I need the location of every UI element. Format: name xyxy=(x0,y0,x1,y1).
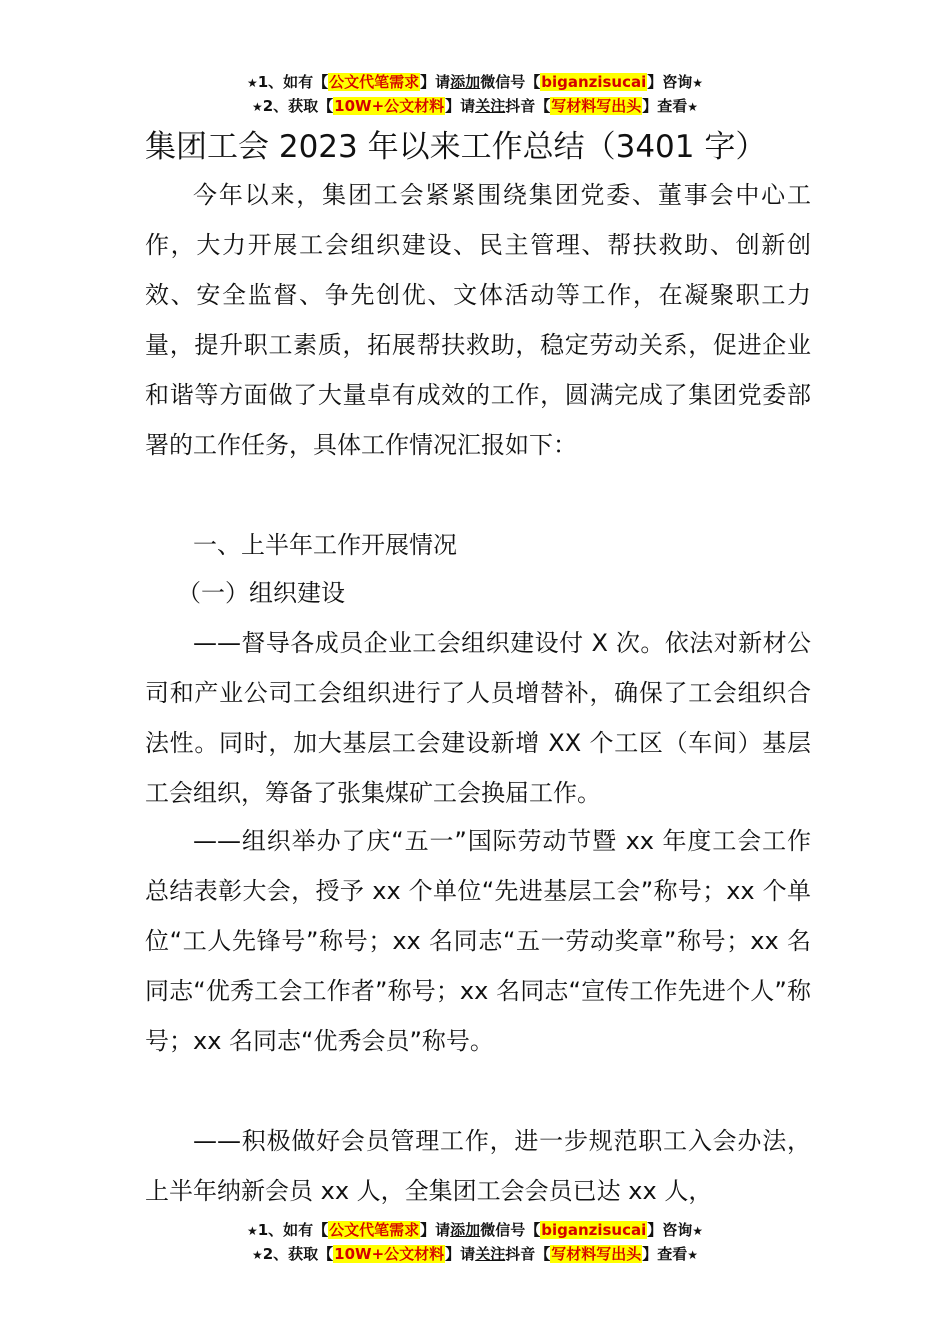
banner-highlight: 10W+公文材料 xyxy=(334,97,445,115)
star-icon: ★ xyxy=(687,1248,699,1262)
banner-text: 抖音【 xyxy=(505,1245,551,1263)
star-icon: ★ xyxy=(246,76,258,90)
body-paragraph: ——组织举办了庆“五一”国际劳动节暨 xx 年度工会工作总结表彰大会，授予 xx 个单位“先进基层工会”称号；xx 个单位“工人先锋号”称号；xx 名同志“五一劳动奖章”称号；xx 名同志“优秀工会工作者”称号；xx 名同志“宣传工作先进个人”称号；xx 名同志“优秀会员”称号。 xyxy=(145,827,811,1055)
banner-text: 】咨询 xyxy=(647,73,693,91)
star-icon: ★ xyxy=(692,76,704,90)
bottom-banner xyxy=(0,1218,950,1266)
banner-highlight: 公文代笔需求 xyxy=(329,73,420,91)
intro-paragraph: 今年以来，集团工会紧紧围绕集团党委、董事会中心工作，大力开展工会组织建设、民主管理、帮扶救助、创新创效、安全监督、争先创优、文体活动等工作，在凝聚职工力量，提升职工素质，拓展帮扶救助，稳定劳动关系，促进企业和谐等方面做了大量卓有成效的工作，圆满完成了集团党委部署的工作任务，具体工作情况汇报如下： xyxy=(145,181,811,459)
banner-text: 2、获取【 xyxy=(262,97,334,115)
star-icon: ★ xyxy=(251,100,263,114)
banner-text: 】咨询 xyxy=(647,1221,693,1239)
banner-highlight: 公文代笔需求 xyxy=(329,1221,420,1239)
banner-text: 】查看 xyxy=(642,1245,688,1263)
banner-highlight: biganzisucai xyxy=(541,1221,647,1239)
banner-highlight: biganzisucai xyxy=(541,73,647,91)
banner-line-2 xyxy=(0,94,950,118)
banner-underlined-text: 关注 xyxy=(475,97,506,115)
banner-underlined-text: 关注 xyxy=(475,1245,506,1263)
banner-text: 1、如有【 xyxy=(257,1221,329,1239)
banner-text: 微信号【 xyxy=(480,1221,541,1239)
banner-text: 1、如有【 xyxy=(257,73,329,91)
body-paragraph: ——督导各成员企业工会组织建设付 X 次。依法对新材公司和产业公司工会组织进行了人员增替补，确保了工会组织合法性。同时，加大基层工会建设新增 XX 个工区（车间）基层工会组织，筹备了张集煤矿工会换届工作。 xyxy=(145,629,811,807)
banner-underlined-text: 添加 xyxy=(450,73,481,91)
banner-text: 】请 xyxy=(445,97,476,115)
star-icon: ★ xyxy=(246,1224,258,1238)
banner-text: 】请 xyxy=(445,1245,476,1263)
banner-highlight: 10W+公文材料 xyxy=(334,1245,445,1263)
banner-underlined-text: 添加 xyxy=(450,1221,481,1239)
subsection-heading: （一）组织建设 xyxy=(177,579,345,607)
banner-text: 】查看 xyxy=(642,97,688,115)
banner-text: 微信号【 xyxy=(480,73,541,91)
banner-text: 抖音【 xyxy=(505,97,551,115)
banner-line-1 xyxy=(0,1218,950,1242)
top-banner xyxy=(0,70,950,118)
document-title: 集团工会 2023 年以来工作总结（3401 字） xyxy=(145,129,767,165)
body-paragraph: ——积极做好会员管理工作，进一步规范职工入会办法，上半年纳新会员 xx 人，全集团工会会员已达 xx 人， xyxy=(145,1127,811,1205)
banner-text: 2、获取【 xyxy=(262,1245,334,1263)
star-icon: ★ xyxy=(687,100,699,114)
banner-line-1 xyxy=(0,70,950,94)
banner-highlight: 写材料写出头 xyxy=(551,1245,642,1263)
banner-line-2 xyxy=(0,1242,950,1266)
banner-highlight: 写材料写出头 xyxy=(551,97,642,115)
section-heading: 一、上半年工作开展情况 xyxy=(193,531,457,559)
star-icon: ★ xyxy=(692,1224,704,1238)
banner-text: 】请 xyxy=(420,73,451,91)
star-icon: ★ xyxy=(251,1248,263,1262)
banner-text: 】请 xyxy=(420,1221,451,1239)
